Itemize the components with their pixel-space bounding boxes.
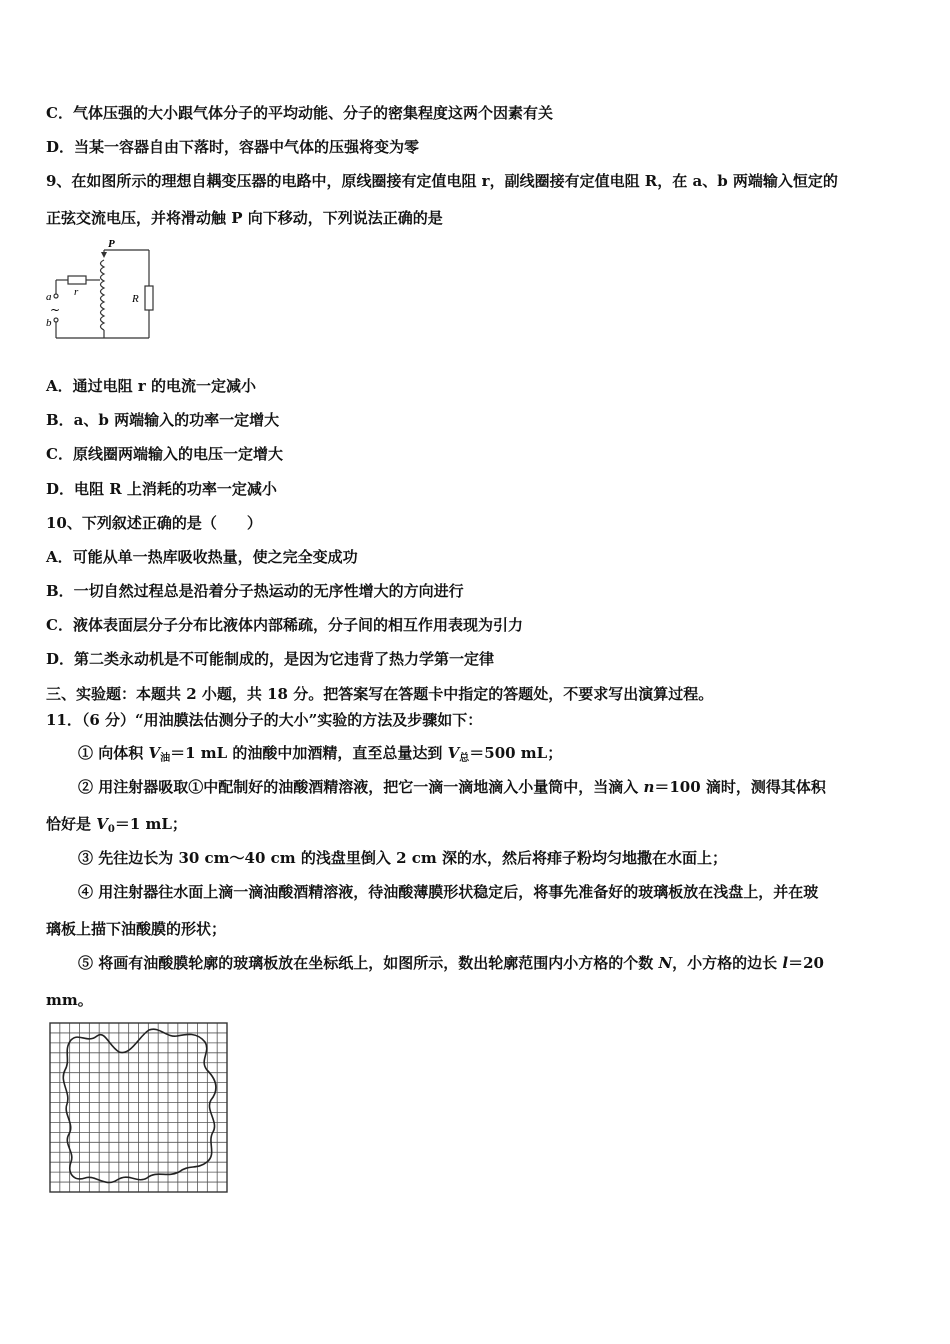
step2-sub-0: 0 [107,824,115,835]
oil-film-grid-figure [49,1022,229,1194]
q11-step5-line2: mm。 [46,991,93,1009]
label-R: R [132,293,139,305]
step1-var-v: V [148,744,161,762]
q9-option-c: C．原线圈两端输入的电压一定增大 [46,445,283,463]
ac-source-icon: ~ [50,303,61,317]
q10-stem: 10、下列叙述正确的是（ ） [46,514,262,532]
transformer-coil [101,260,105,330]
step1-var-v2: V [447,744,460,762]
q10-option-b: B．一切自然过程总是沿着分子热运动的无序性增大的方向进行 [46,582,464,600]
q11-step5-line1 [78,953,910,973]
q10-option-c: C．液体表面层分子分布比液体内部稀疏，分子间的相互作用表现为引力 [46,616,523,634]
label-b: b [46,317,52,329]
step1-text-b: ＝1 mL 的油酸中加酒精，直至总量达到 [170,744,448,762]
label-a: a [46,291,52,303]
q10-option-a: A．可能从单一热库吸收热量，使之完全变成功 [46,548,358,566]
q9-stem-line1: 9、在如图所示的理想自耦变压器的电路中，原线圈接有定值电阻 r，副线圈接有定值电阻 R，在 a、b 两端输入恒定的 [46,172,838,190]
q10-option-d: D．第二类永动机是不可能制成的，是因为它违背了热力学第一定律 [46,650,495,668]
autotransformer-circuit-figure [44,238,156,346]
q8-option-d: D．当某一容器自由下落时，容器中气体的压强将变为零 [46,138,420,156]
q11-step4-line2: 璃板上描下油酸膜的形状； [46,920,227,938]
step1-sub-oil: 油 [160,753,171,764]
slider-arrow-icon [101,252,107,258]
q11-step4-line1: ④ 用注射器往水面上滴一滴油酸酒精溶液，待油酸薄膜形状稳定后，将事先准备好的玻璃板放在浅盘上，并在玻 [78,883,819,901]
label-P: P [108,238,115,250]
step2-var-v0: V [96,815,108,833]
q11-step1 [78,743,910,769]
step5-text-c: ＝20 [788,954,824,972]
step5-text-a: ⑤ 将画有油酸膜轮廓的玻璃板放在坐标纸上，如图所示，数出轮廓范围内小方格的个数 [78,954,659,972]
resistor-R [145,286,153,310]
oil-film-outline [63,1029,216,1182]
step1-text-a: ① 向体积 [78,744,149,762]
step2-text-b: ＝100 滴时，测得其体积 [654,778,826,796]
section-heading: 三、实验题：本题共 2 小题，共 18 分。把答案写在答题卡中指定的答题处，不要求写出演算过程。 [46,685,714,703]
terminal-a [54,294,58,298]
step2-text-a: ② 用注射器吸取①中配制好的油酸酒精溶液，把它一滴一滴地滴入小量筒中，当滴入 [78,778,644,796]
step2-text-d: ＝1 mL； [114,815,187,833]
step5-var-N: N [658,954,673,972]
q9-stem-line2: 正弦交流电压，并将滑动触 P 向下移动，下列说法正确的是 [46,209,443,227]
q11-step3: ③ 先往边长为 30 cm～40 cm 的浅盘里倒入 2 cm 深的水，然后将痱子粉均匀地撒在水面上； [78,849,727,867]
step1-sub-total: 总 [459,753,470,764]
step2-var-n: n [643,778,655,796]
step2-text-c: 恰好是 [46,815,97,833]
q8-option-c: C．气体压强的大小跟气体分子的平均动能、分子的密集程度这两个因素有关 [46,104,553,122]
q9-option-b: B．a、b 两端输入的功率一定增大 [46,411,280,429]
grid-lines [50,1023,227,1192]
resistor-r [68,276,86,284]
q11-step2-line2 [46,814,910,840]
q9-option-d: D．电阻 R 上消耗的功率一定减小 [46,480,277,498]
q11-step2-line1 [78,777,910,797]
step5-var-l: l [782,954,789,972]
q11-stem: 11．（6 分）“用油膜法估测分子的大小”实验的方法及步骤如下： [46,711,483,729]
terminal-b [54,318,58,322]
step1-text-c: ＝500 mL； [469,744,563,762]
q9-option-a: A．通过电阻 r 的电流一定减小 [46,377,256,395]
step5-text-b: ，小方格的边长 [672,954,783,972]
label-r: r [74,286,79,298]
